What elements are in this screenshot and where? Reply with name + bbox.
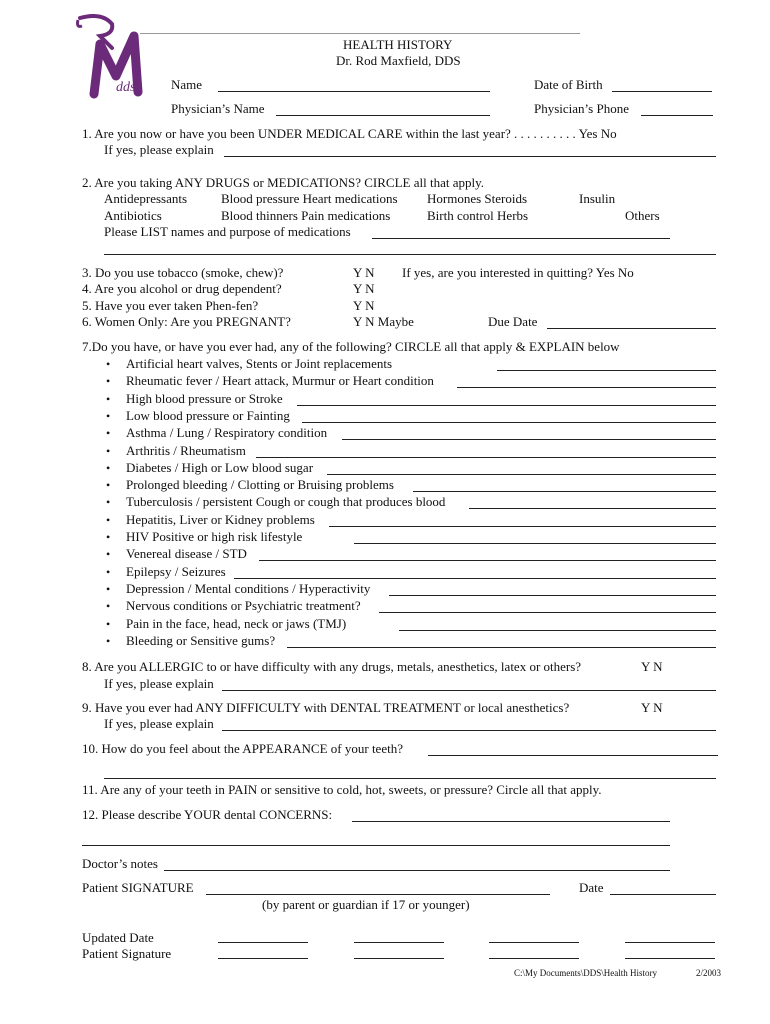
question-11: 11. Are any of your teeth in PAIN or sensitive to cold, hot, sweets, or pressure? Circle all that apply. bbox=[82, 782, 602, 797]
condition-explain-field[interactable] bbox=[379, 612, 716, 613]
condition-explain-field[interactable] bbox=[302, 422, 716, 423]
updated-date-field-3[interactable] bbox=[489, 942, 579, 943]
condition-explain-field[interactable] bbox=[389, 595, 716, 596]
condition-item[interactable]: Depression / Mental conditions / Hyperactivity bbox=[126, 581, 371, 596]
bullet-icon: • bbox=[106, 426, 111, 440]
question-1: 1. Are you now or have you been UNDER MEDICAL CARE within the last year? . . . . . . . . . . Yes No bbox=[82, 126, 617, 141]
med-option[interactable]: Blood thinners Pain medications bbox=[221, 208, 391, 223]
condition-item[interactable]: Low blood pressure or Fainting bbox=[126, 408, 290, 423]
question-12-field-2[interactable] bbox=[82, 845, 670, 846]
condition-item[interactable]: Epilepsy / Seizures bbox=[126, 564, 226, 579]
footer-path: C:\My Documents\DDS\Health History bbox=[514, 968, 657, 978]
question-4: 4. Are you alcohol or drug dependent? bbox=[82, 281, 282, 296]
bullet-icon: • bbox=[106, 530, 111, 544]
condition-item[interactable]: Pain in the face, head, neck or jaws (TMJ) bbox=[126, 616, 347, 631]
question-2: 2. Are you taking ANY DRUGS or MEDICATIONS? CIRCLE all that apply. bbox=[82, 175, 485, 190]
updated-date-field-1[interactable] bbox=[218, 942, 308, 943]
bullet-icon: • bbox=[106, 582, 111, 596]
condition-explain-field[interactable] bbox=[354, 543, 716, 544]
question-3-yn[interactable]: Y N bbox=[353, 265, 375, 280]
doctor-name: Dr. Rod Maxfield, DDS bbox=[336, 53, 461, 68]
signature-date-field[interactable] bbox=[610, 894, 716, 895]
bullet-icon: • bbox=[106, 478, 111, 492]
question-4-yn[interactable]: Y N bbox=[353, 281, 375, 296]
bullet-icon: • bbox=[106, 444, 111, 458]
med-option[interactable]: Blood pressure Heart medications bbox=[221, 191, 398, 206]
physician-name-label: Physician’s Name bbox=[171, 101, 265, 116]
name-label: Name bbox=[171, 77, 203, 92]
bullet-icon: • bbox=[106, 513, 111, 527]
condition-item[interactable]: Venereal disease / STD bbox=[126, 546, 247, 561]
condition-explain-field[interactable] bbox=[259, 560, 716, 561]
condition-explain-field[interactable] bbox=[234, 578, 716, 579]
condition-explain-field[interactable] bbox=[327, 474, 716, 475]
question-9-explain-field[interactable] bbox=[222, 730, 716, 731]
condition-item[interactable]: Nervous conditions or Psychiatric treatment? bbox=[126, 598, 361, 613]
condition-explain-field[interactable] bbox=[399, 630, 716, 631]
signature-label: Patient SIGNATURE bbox=[82, 880, 194, 895]
physician-name-field[interactable] bbox=[276, 115, 490, 116]
condition-item[interactable]: Bleeding or Sensitive gums? bbox=[126, 633, 276, 648]
question-1-explain-field[interactable] bbox=[224, 156, 716, 157]
due-date-field[interactable] bbox=[547, 328, 716, 329]
signature-date-label: Date bbox=[579, 880, 604, 895]
condition-item[interactable]: Asthma / Lung / Respiratory condition bbox=[126, 425, 328, 440]
bullet-icon: • bbox=[106, 495, 111, 509]
updated-signature-field-3[interactable] bbox=[489, 958, 579, 959]
bullet-icon: • bbox=[106, 547, 111, 561]
med-option[interactable]: Insulin bbox=[579, 191, 616, 206]
question-8-explain-label: If yes, please explain bbox=[104, 676, 214, 691]
question-10: 10. How do you feel about the APPEARANCE of your teeth? bbox=[82, 741, 403, 756]
medications-list-field-2[interactable] bbox=[104, 254, 716, 255]
bullet-icon: • bbox=[106, 374, 111, 388]
doctors-notes-label: Doctor’s notes bbox=[82, 856, 158, 871]
name-field[interactable] bbox=[218, 91, 490, 92]
med-option[interactable]: Antibiotics bbox=[104, 208, 162, 223]
bullet-icon: • bbox=[106, 565, 111, 579]
condition-item[interactable]: Tuberculosis / persistent Cough or cough that produces blood bbox=[126, 494, 446, 509]
physician-phone-field[interactable] bbox=[641, 115, 713, 116]
med-option[interactable]: Birth control Herbs bbox=[427, 208, 529, 223]
question-5-yn[interactable]: Y N bbox=[353, 298, 375, 313]
bullet-icon: • bbox=[106, 392, 111, 406]
condition-explain-field[interactable] bbox=[469, 508, 716, 509]
condition-explain-field[interactable] bbox=[297, 405, 716, 406]
bullet-icon: • bbox=[106, 409, 111, 423]
medications-list-field[interactable] bbox=[372, 238, 670, 239]
physician-phone-label: Physician’s Phone bbox=[534, 101, 629, 116]
page-title: HEALTH HISTORY bbox=[343, 37, 453, 52]
question-10-field[interactable] bbox=[428, 755, 718, 756]
question-12-field[interactable] bbox=[352, 821, 670, 822]
condition-item[interactable]: Hepatitis, Liver or Kidney problems bbox=[126, 512, 315, 527]
condition-explain-field[interactable] bbox=[413, 491, 716, 492]
dob-label: Date of Birth bbox=[534, 77, 603, 92]
question-1-explain-label: If yes, please explain bbox=[104, 142, 214, 157]
question-10-field-2[interactable] bbox=[104, 778, 716, 779]
question-8-explain-field[interactable] bbox=[222, 690, 716, 691]
question-5: 5. Have you ever taken Phen-fen? bbox=[82, 298, 259, 313]
condition-item[interactable]: Diabetes / High or Low blood sugar bbox=[126, 460, 314, 475]
bullet-icon: • bbox=[106, 599, 111, 613]
updated-signature-field-2[interactable] bbox=[354, 958, 444, 959]
question-8: 8. Are you ALLERGIC to or have difficulty with any drugs, metals, anesthetics, latex or others? bbox=[82, 659, 582, 674]
med-option[interactable]: Others bbox=[625, 208, 660, 223]
bullet-icon: • bbox=[106, 357, 111, 371]
condition-item[interactable]: High blood pressure or Stroke bbox=[126, 391, 283, 406]
condition-item[interactable]: Prolonged bleeding / Clotting or Bruising problems bbox=[126, 477, 394, 492]
condition-explain-field[interactable] bbox=[287, 647, 716, 648]
condition-explain-field[interactable] bbox=[497, 370, 716, 371]
condition-explain-field[interactable] bbox=[256, 457, 716, 458]
logo-dds-text: dds bbox=[116, 80, 136, 95]
updated-signature-field-1[interactable] bbox=[218, 958, 308, 959]
question-3-quitting[interactable]: If yes, are you interested in quitting? Yes No bbox=[402, 265, 634, 280]
bullet-icon: • bbox=[106, 617, 111, 631]
condition-explain-field[interactable] bbox=[457, 387, 716, 388]
condition-item[interactable]: HIV Positive or high risk lifestyle bbox=[126, 529, 303, 544]
footer-date: 2/2003 bbox=[696, 968, 722, 978]
question-8-yn[interactable]: Y N bbox=[641, 659, 663, 674]
question-3: 3. Do you use tobacco (smoke, chew)? bbox=[82, 265, 284, 280]
updated-date-field-2[interactable] bbox=[354, 942, 444, 943]
condition-explain-field[interactable] bbox=[329, 526, 716, 527]
condition-item[interactable]: Arthritis / Rheumatism bbox=[126, 443, 246, 458]
question-9: 9. Have you ever had ANY DIFFICULTY with DENTAL TREATMENT or local anesthetics? bbox=[82, 700, 570, 715]
question-7: 7.Do you have, or have you ever had, any of the following? CIRCLE all that apply & EXPLAIN below bbox=[82, 339, 620, 354]
guardian-note: (by parent or guardian if 17 or younger) bbox=[262, 897, 470, 912]
question-6: 6. Women Only: Are you PREGNANT? bbox=[82, 314, 291, 329]
question-12: 12. Please describe YOUR dental CONCERNS: bbox=[82, 807, 333, 822]
condition-explain-field[interactable] bbox=[342, 439, 716, 440]
question-9-explain-label: If yes, please explain bbox=[104, 716, 214, 731]
condition-item[interactable]: Artificial heart valves, Stents or Joint replacements bbox=[126, 356, 393, 371]
question-6-yn[interactable]: Y N Maybe bbox=[353, 314, 414, 329]
due-date-label: Due Date bbox=[488, 314, 538, 329]
doctors-notes-field[interactable] bbox=[164, 870, 670, 871]
condition-item[interactable]: Rheumatic fever / Heart attack, Murmur or Heart condition bbox=[126, 373, 434, 388]
updated-date-field-4[interactable] bbox=[625, 942, 715, 943]
med-option[interactable]: Hormones Steroids bbox=[427, 191, 528, 206]
bullet-icon: • bbox=[106, 461, 111, 475]
updated-signature-field-4[interactable] bbox=[625, 958, 715, 959]
header-rule bbox=[140, 33, 580, 34]
dob-field[interactable] bbox=[612, 91, 712, 92]
medications-list-label: Please LIST names and purpose of medications bbox=[104, 224, 351, 239]
med-option[interactable]: Antidepressants bbox=[104, 191, 188, 206]
updated-date-label: Updated Date bbox=[82, 930, 154, 945]
bullet-icon: • bbox=[106, 634, 111, 648]
updated-signature-label: Patient Signature bbox=[82, 946, 172, 961]
signature-field[interactable] bbox=[206, 894, 550, 895]
question-9-yn[interactable]: Y N bbox=[641, 700, 663, 715]
